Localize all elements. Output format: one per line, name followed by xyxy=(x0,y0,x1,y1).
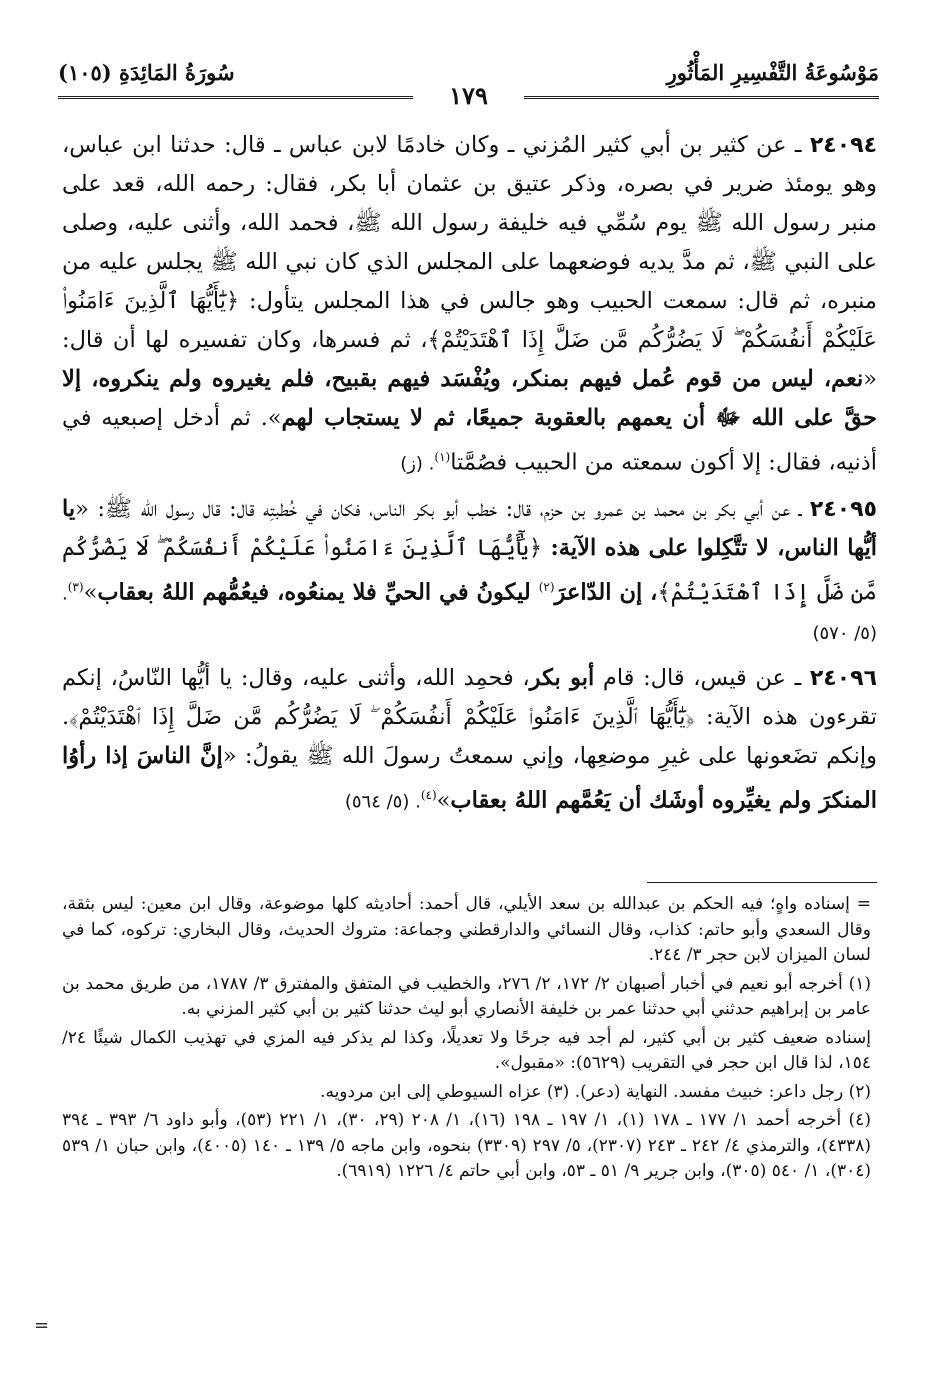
quran-ayah: ﴿يَٰٓأَيُّهَا ٱلَّذِينَ ءَامَنُوا۟ عَلَيْكُمْ أَنفُسَكُمْ ۖ لَا يَضُرُّكُم مَّن ضَلَّ إِذَا ٱهْتَدَيْتُمْ﴾ xyxy=(62,534,877,605)
entry-24094: ٢٤٠٩٤ ـ عن كثير بن أبي كثير المُزني ـ وكان خادمًا لابن عباس ـ قال: حدثنا ابن عباس، وهو يومئذ ضرير في بصره، وذكر عتيق بن عثمان أبا بكر، فقال: رحمه الله، قعد على منبر رسول الله ﷺ يوم سُمِّي فيه خليفة رسول الله ﷺ، فحمد الله، وأثنى عليه، وصلى على النبي ﷺ، ثم مدَّ يديه فوضعهما على المجلس الذي كان نبي الله ﷺ يجلس عليه من منبره، ثم قال: سمعت الحبيب وهو جالس في هذا المجلس يتأول: ﴿يَٰٓأَيُّهَا ٱلَّذِينَ ءَامَنُوا۟ عَلَيْكُمْ أَنفُسَكُمْ ۖ لَا يَضُرُّكُم مَّن ضَلَّ إِذَا ٱهْتَدَيْتُمْ﴾، ثم فسرها، وكان تفسيره لها أن قال: «نعم، ليس من قوم عُمل فيهم بمنكر، ويُفْسَد فيهم بقبيح، فلم يغيروه ولم ينكروه، إلا حقَّ على الله ﷻ أن يعمهم بالعقوبة جميعًا، ثم لا يستجاب لهم». ثم أدخل إصبعيه في أذنيه، فقال: إلا أكون سمعته من الحبيب فصُمَّتا$^{(١)}$. (ز) xyxy=(62,132,877,476)
footnote-marker: (٣) xyxy=(67,579,84,594)
hadith-text: إنَّ الناسَ إذا رأوُا المنكرَ ولم يغيِّروه أوشَك أن يَعُمَّهم اللهُ بعقاب xyxy=(62,743,877,814)
footnote-continued: = إسناده واهٍ؛ فيه الحكم بن عبدالله بن سعد الأيلي، قال أحمد: أحاديثه كلها موضوعة، وقال ابن معين: ليس بثقة، وقال السعدي وأبو حاتم: كذاب، وقال النسائي والدارقطني وجماعة: متروك الحديث، وقال البخاري: تركوه، كما في لسان الميزان لابن حجر ٣/ ٢٤٤. xyxy=(62,894,871,965)
hadith-text: نعم، ليس من قوم عُمل فيهم بمنكر، ويُفْسَد فيهم بقبيح، فلم يغيروه ولم ينكروه، إلا حقَّ على الله ﷻ أن يعمهم بالعقوبة جميعًا، ثم لا يستجاب لهم xyxy=(62,366,877,431)
surah-label: سُورَةُ المَائِدَةِ (١٠٥) xyxy=(58,60,235,85)
footnote-marker: (٢) xyxy=(538,579,555,594)
footnote-1-grading: إسناده ضعيف كثير بن أبي كثير، لم أجد فيه جرحًا ولا تعديلًا، وكذا لم يذكر فيه المزي في تهذيب الكمال شيئًا ٢٤/ ١٥٤، لذا قال ابن حجر في التقريب (٥٦٢٩): «مقبول». xyxy=(62,1027,871,1073)
footnote-marker: (٤) xyxy=(420,788,437,802)
entry-24095: ٢٤٠٩٥ ـ عن أبي بكر بن محمد بن عمرو بن حزم، قال: خطب أبو بكر الناس، فكان في خُطبتِه قال: قال رسول الله ﷺ: «يا أيُّها الناس، لا تتَّكِلوا على هذه الآية: ﴿يَٰٓأَيُّهَا ٱلَّذِينَ ءَامَنُوا۟ عَلَيْكُمْ أَنفُسَكُمْ ۖ لَا يَضُرُّكُم مَّن ضَلَّ إِذَا ٱهْتَدَيْتُمْ﴾، إن الدّاعرَ$^{(٢)}$ ليكونُ في الحيِّ فلا يمنعُوه، فيعُمُّهم اللهُ بعقاب»$^{(٣)}$. (٥/ ٥٧٠) xyxy=(62,495,877,644)
margin-continuation-mark: = xyxy=(34,1315,50,1336)
footnote-2-3: (٢) رجل داعر: خبيث مفسد. النهاية (دعر). (٣) عزاه السيوطي إلى ابن مردويه. xyxy=(320,1081,871,1102)
quran-ayah: ﴿يَٰٓأَيُّهَا ٱلَّذِينَ ءَامَنُوا۟ عَلَيْكُمْ أَنفُسَكُمْ ۖ لَا يَضُرُّكُم مَّن ضَلَّ إِذَا ٱهْتَدَيْتُمْ﴾ xyxy=(69,704,695,730)
reference: . (ز) xyxy=(400,453,435,475)
book-title: مَوْسُوعَةُ التَّفْسِيرِ المَأْثُورِ xyxy=(666,60,879,85)
page-number: ١٧٩ xyxy=(58,80,879,112)
footnote-marker: (١) xyxy=(434,450,451,464)
footnote-4: (٤) أخرجه أحمد ١/ ١٧٧ ـ ١٧٨ (١)، ١/ ١٩٧ ـ ١٩٨ (١٦)، ١/ ٢٠٨ (٢٩، ٣٠)، ١/ ٢٢١ (٥٣)، وأبو داود ٦/ ٣٩٣ ـ ٣٩٤ (٤٣٣٨)، والترمذي ٤/ ٢٤٢ ـ ٢٤٣ (٢٣٠٧)، ٥/ ٢٩٧ (٣٣٠٩) بنحوه، وابن ماجه ٥/ ١٣٩ ـ ١٤٠ (٤٠٠٥)، وابن حبان ١/ ٥٣٩ (٣٠٤)، ١/ ٥٤٠ (٣٠٥)، وابن جرير ٩/ ٥١ ـ ٥٣، وابن أبي حاتم ٤/ ١٢٢٦ (٦٩١٩). xyxy=(62,1110,872,1181)
reference: . (٥/ ٥٦٤) xyxy=(344,791,421,813)
footnote-1: (١) أخرجه أبو نعيم في أخبار أصبهان ٢/ ١٧٢، ٢/ ٢٧٦، والخطيب في المتفق والمفترق ٣/ ١٧٨٧، من طريق محمد بن عامر بن إبراهيم حدثني أبي حدثنا عمر بن خليفة الأنصاري أبو ليث حدثنا كثير بن أبي كثير المزني به. xyxy=(62,973,871,1019)
page-header xyxy=(58,56,879,112)
hadith-text: يا أيُّها الناس، لا تتَّكِلوا على هذه الآية: xyxy=(62,495,877,561)
entry-24096: ٢٤٠٩٦ ـ عن قيس، قال: قام أبو بكر، فحمِد الله، وأثنى عليه، وقال: يا أيُّها النّاسُ، إنكم تقرءون هذه الآية: ﴿يَٰٓأَيُّهَا ٱلَّذِينَ ءَامَنُوا۟ عَلَيْكُمْ أَنفُسَكُمْ ۖ لَا يَضُرُّكُم مَّن ضَلَّ إِذَا ٱهْتَدَيْتُمْ﴾. وإنكم تضَعونها على غيرِ موضعِها، وإني سمعتُ رسولَ الله ﷺ يقولُ: «إنَّ الناسَ إذا رأوُا المنكرَ ولم يغيِّروه أوشَك أن يَعُمَّهم اللهُ بعقاب»$^{(٤)}$. (٥/ ٥٦٤) xyxy=(62,665,878,814)
main-text xyxy=(62,126,877,828)
entry-number: ٢٤٠٩٥ xyxy=(809,496,877,522)
quran-ayah: ﴿يَٰٓأَيُّهَا ٱلَّذِينَ ءَامَنُوا۟ عَلَيْكُمْ أَنفُسَكُمْ ۖ لَا يَضُرُّكُم مَّن ضَلَّ إِذَا ٱهْتَدَيْتُمْ﴾ xyxy=(62,288,877,353)
footnotes xyxy=(62,892,871,1188)
entry-number: ٢٤٠٩٦ xyxy=(809,666,877,691)
entry-number: ٢٤٠٩٤ xyxy=(809,133,877,158)
reference: . (٥/ ٥٧٠) xyxy=(62,583,877,644)
footnote-separator xyxy=(647,882,877,883)
